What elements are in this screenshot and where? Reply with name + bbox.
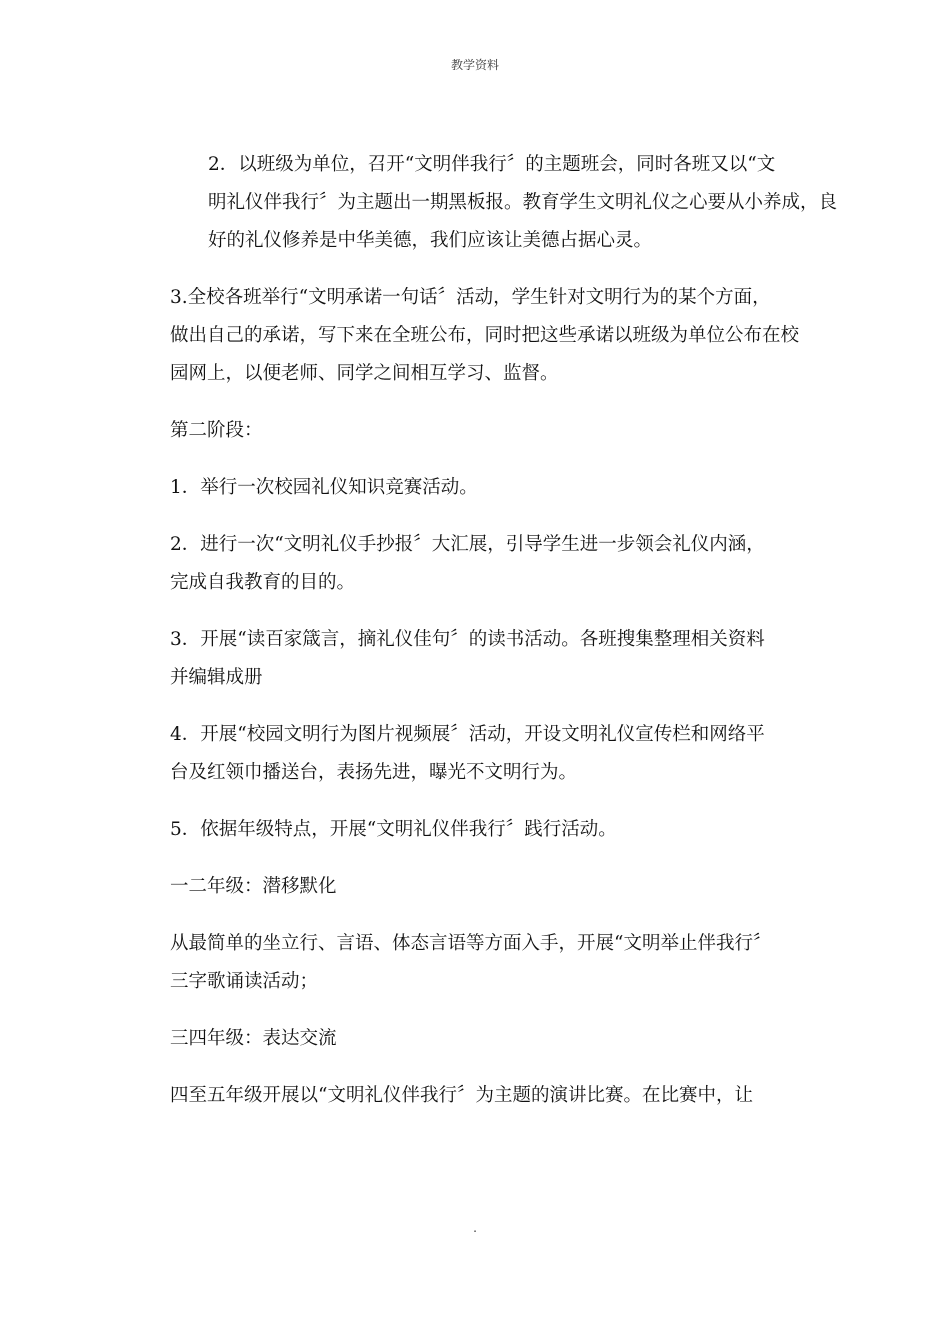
page-header: 教学资料	[450, 58, 499, 72]
section-heading-stage-two	[170, 412, 824, 450]
paragraph-civility-pledge	[170, 279, 824, 393]
text-line: 4．开展“校园文明行为图片视频展〞活动，开设文明礼仪宣传栏和网络平	[170, 724, 765, 745]
paragraph-handwritten-newspaper	[170, 526, 824, 602]
text-line: 三四年级：表达交流	[170, 1028, 337, 1049]
paragraph-grades-one-two	[170, 925, 824, 1001]
text-line: 明礼仪伴我行〞为主题出一期黑板报。教育学生文明礼仪之心要从小养成，良	[208, 192, 838, 213]
paragraph-photo-video-show	[170, 716, 824, 792]
paragraph-class-meeting	[170, 146, 838, 260]
paragraph-knowledge-contest	[170, 469, 824, 507]
text-line: 三字歌诵读活动；	[170, 971, 319, 992]
document-body	[170, 146, 838, 1134]
text-line: 2．进行一次“文明礼仪手抄报〞大汇展，引导学生进一步领会礼仪内涵，	[170, 534, 765, 555]
text-line: 做出自己的承诺，写下来在全班公布，同时把这些承诺以班级为单位公布在校	[170, 325, 800, 346]
text-line: 3．开展“读百家箴言，摘礼仪佳句〞的读书活动。各班搜集整理相关资料	[170, 629, 765, 650]
text-line: 并编辑成册	[170, 667, 263, 688]
paragraph-speech-contest	[170, 1077, 824, 1115]
text-line: 第二阶段：	[170, 420, 263, 441]
text-line: 一二年级：潜移默化	[170, 876, 337, 897]
text-line: 好的礼仪修养是中华美德，我们应该让美德占据心灵。	[208, 230, 653, 251]
paragraph-grade-practice	[170, 811, 824, 849]
text-line: 2．以班级为单位，召开“文明伴我行〞的主题班会，同时各班又以“文	[208, 154, 776, 175]
subheading-grades-one-two	[170, 868, 824, 906]
text-line: 完成自我教育的目的。	[170, 572, 356, 593]
paragraph-reading-activity	[170, 621, 824, 697]
text-line: 园网上，以便老师、同学之间相互学习、监督。	[170, 363, 559, 384]
subheading-grades-three-four	[170, 1020, 824, 1058]
page-footer: .	[473, 1221, 477, 1235]
text-line: 5．依据年级特点，开展“文明礼仪伴我行〞践行活动。	[170, 819, 617, 840]
text-line: 四至五年级开展以“文明礼仪伴我行〞为主题的演讲比赛。在比赛中，让	[170, 1085, 753, 1106]
text-line: 1．举行一次校园礼仪知识竞赛活动。	[170, 477, 478, 498]
text-line: 3.全校各班举行“文明承诺一句话〞活动，学生针对文明行为的某个方面，	[170, 287, 771, 308]
text-line: 从最简单的坐立行、言语、体态言语等方面入手，开展“文明举止伴我行〞	[170, 933, 772, 954]
text-line: 台及红领巾播送台，表扬先进，曝光不文明行为。	[170, 762, 578, 783]
